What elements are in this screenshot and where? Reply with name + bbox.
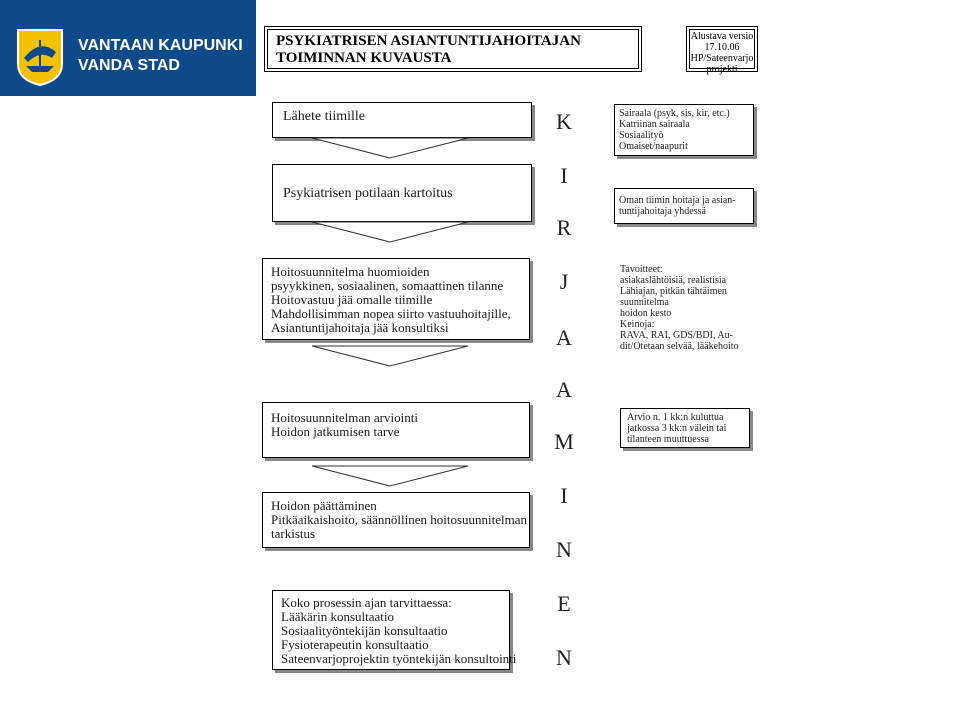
evaluation-line: Hoitosuunnitelman arviointi: [271, 410, 418, 425]
vertical-letter: N: [556, 645, 572, 670]
note-line: dit/Otetaan selvää, lääkehoito: [620, 341, 739, 352]
evaluation-line: Hoidon jatkumisen tarve: [271, 424, 400, 439]
vertical-letter: A: [556, 377, 572, 402]
termination-line: tarkistus: [271, 526, 316, 541]
care-plan-line: Asiantuntijahoitaja jää konsultiksi: [271, 320, 449, 335]
consultation-line: Fysioterapeutin konsultaatio: [281, 637, 429, 652]
vertical-letter: N: [556, 537, 572, 562]
note-line: Oman tiimin hoitaja ja asian-: [619, 195, 736, 206]
care-plan-line: Hoitosuunnitelma huomioiden: [271, 264, 430, 279]
care-plan-line: psyykkinen, sosiaalinen, somaattinen tilanne: [271, 278, 504, 293]
note-line: Sairaala (psyk, sis, kir, etc.): [619, 108, 730, 119]
note-goals: [620, 264, 739, 352]
flow-step-consultation: [272, 590, 517, 670]
consultation-line: Sosiaalityöntekijän konsultaatio: [281, 623, 448, 638]
note-line: hoidon kesto: [620, 308, 672, 319]
consultation-line: Koko prosessin ajan tarvittaessa:: [281, 595, 452, 610]
note-line: Katriinan sairaala: [619, 119, 690, 130]
care-plan-line: Hoitovastuu jää omalle tiimille: [271, 292, 433, 307]
version-box: [686, 26, 758, 75]
vertical-letter: R: [556, 215, 572, 240]
document-title-box: [264, 26, 642, 72]
note-referral-sources: [614, 104, 754, 156]
note-line: Tavoitteet:: [620, 264, 663, 275]
city-name-fi: VANTAAN KAUPUNKI: [78, 37, 243, 54]
city-name-sv: VANDA STAD: [78, 57, 180, 74]
document-title-line1: PSYKIATRISEN ASIANTUNTIJAHOITAJAN: [276, 33, 581, 49]
flow-arrow-down: [310, 344, 470, 368]
note-line: tuntijahoitaja yhdessä: [619, 206, 706, 217]
flow-step-referral: [272, 102, 532, 138]
kirjaaminen-vertical-label: [540, 104, 588, 684]
flow-step-termination: [262, 492, 530, 548]
flow-step-assessment-label: Psykiatrisen potilaan kartoitus: [283, 186, 453, 201]
city-crest-logo: [14, 28, 66, 86]
vertical-letter: K: [556, 109, 572, 134]
note-line: asiakaslähtöisiä, realistisia: [620, 275, 727, 286]
version-line1: Alustava versio: [690, 31, 754, 42]
note-line: tilanteen muuttuessa: [627, 434, 709, 445]
note-line: Omaiset/naapurit: [619, 141, 688, 152]
document-title-line2: TOIMINNAN KUVAUSTA: [276, 50, 452, 66]
flow-step-evaluation: [262, 402, 530, 458]
note-line: Keinoja:: [620, 319, 655, 330]
city-name: [78, 36, 243, 76]
vertical-letter: A: [556, 325, 572, 350]
version-line3: HP/Sateenvarjo: [690, 53, 754, 64]
note-line: jatkossa 3 kk:n välein tai: [627, 423, 727, 434]
vertical-letter: M: [554, 429, 574, 454]
note-line: suunnitelma: [620, 297, 669, 308]
vertical-letter: E: [557, 591, 571, 616]
note-line: Sosiaalityö: [619, 130, 664, 141]
flow-step-referral-label: Lähete tiimille: [283, 109, 366, 124]
flow-step-care-plan: [262, 258, 530, 340]
header-band: [0, 0, 256, 96]
note-line: RAVA, RAI, GDS/BDI, Au-: [620, 330, 733, 341]
version-line2: 17.10.06: [704, 42, 740, 53]
flow-arrow-down: [310, 464, 470, 488]
vertical-letter: J: [559, 269, 569, 294]
flow-arrow-down: [310, 136, 470, 160]
consultation-line: Lääkärin konsultaatio: [281, 609, 394, 624]
vertical-letter: I: [560, 483, 568, 508]
care-plan-line: Mahdollisimman nopea siirto vastuuhoitajille,: [271, 306, 511, 321]
termination-line: Hoidon päättäminen: [271, 498, 377, 513]
note-line: Arvio n. 1 kk:n kuluttua: [627, 412, 724, 423]
consultation-line: Sateenvarjoprojektin työntekijän konsultointi: [281, 651, 517, 666]
flow-arrow-down: [310, 220, 470, 244]
flow-step-assessment: [272, 164, 532, 222]
vertical-letter: I: [560, 163, 568, 188]
version-line4: projekti: [706, 64, 738, 75]
note-assessment-team: [614, 188, 754, 224]
note-line: Lähiajan, pitkän tähtäimen: [620, 286, 727, 297]
termination-line: Pitkäaikaishoito, säännöllinen hoitosuunnitelman: [271, 512, 527, 527]
note-review-schedule: [620, 408, 750, 448]
